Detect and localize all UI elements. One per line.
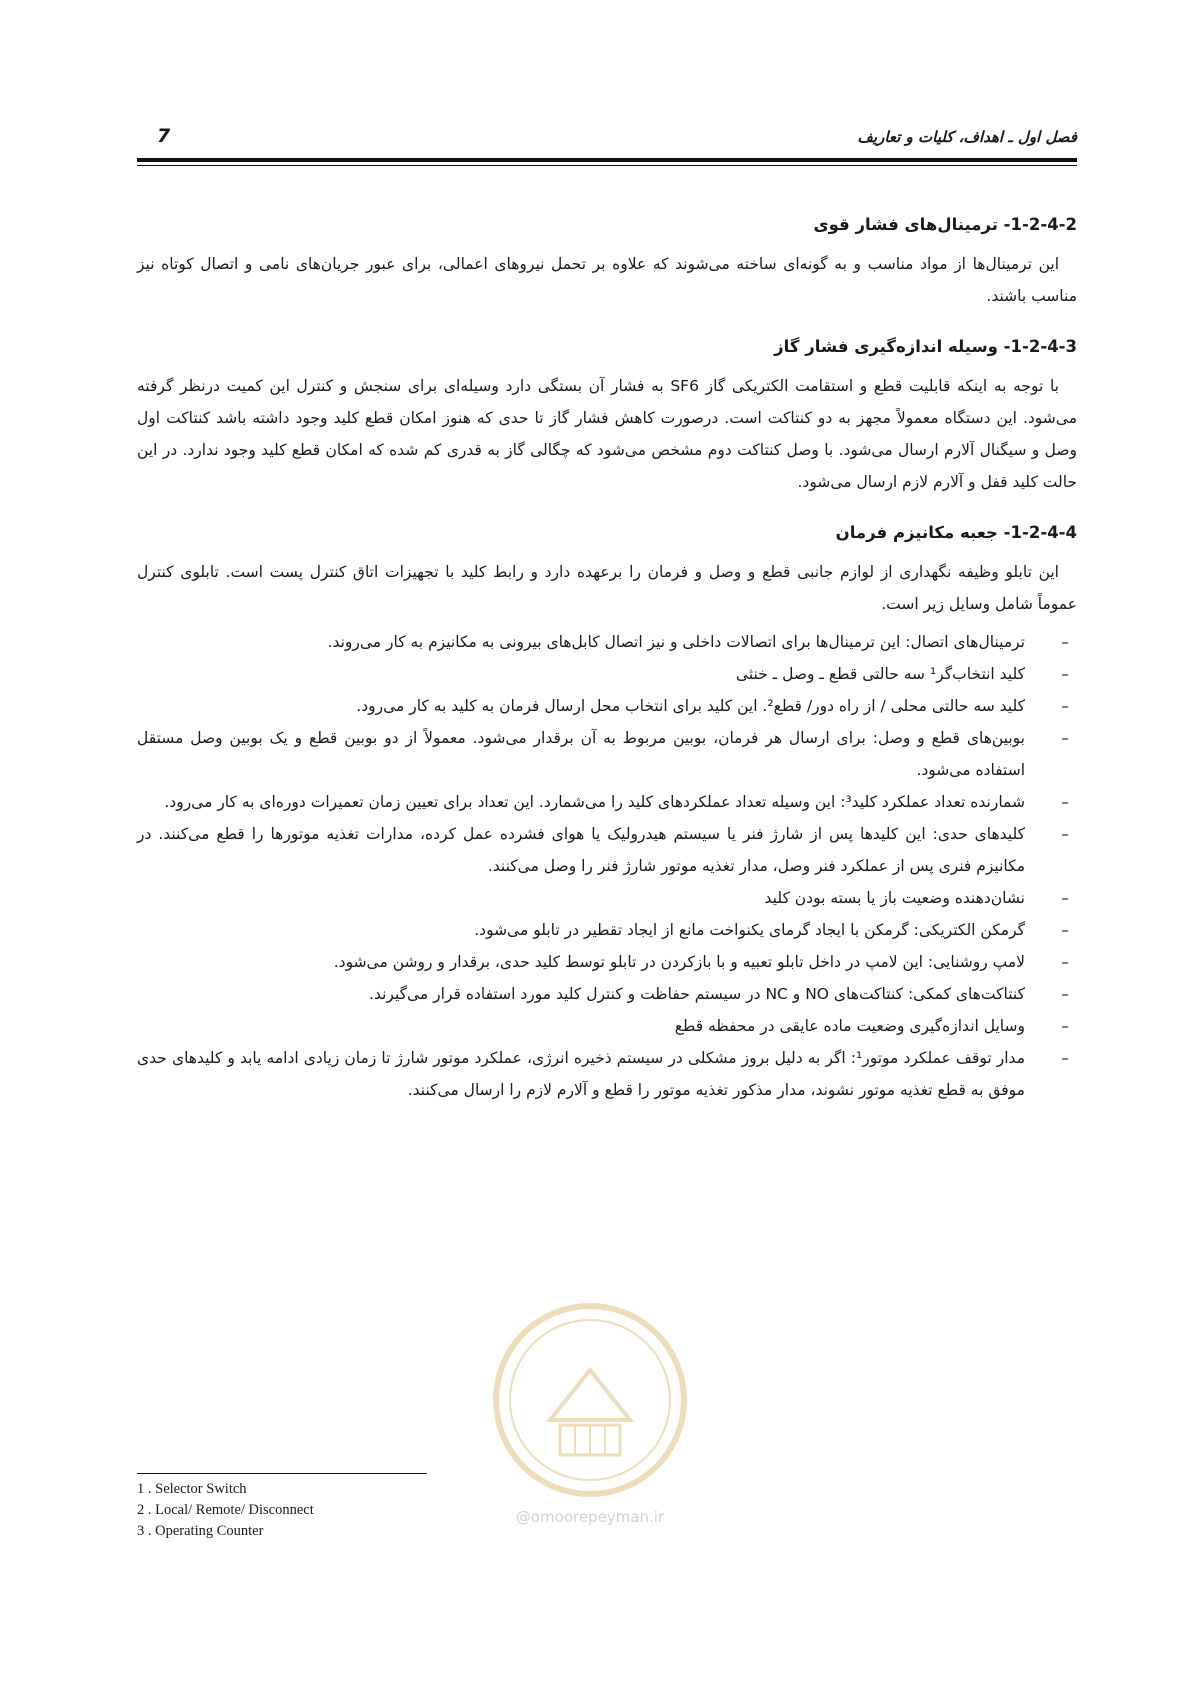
list-dash: – (1061, 985, 1069, 1003)
list-item-text: وسایل اندازه‌گیری وضعیت ماده عایقی در محفظه قطع (674, 1017, 1025, 1035)
section-heading: 1-2-4-2- ترمینال‌های فشار قوی (813, 215, 1077, 234)
list-dash: – (1061, 793, 1069, 811)
list-item-text: کنتاکت‌های کمکی: کنتاکت‌های NO و NC در سیستم حفاظت و کنترل کلید مورد استفاده قرار می‌گیرند. (369, 985, 1025, 1003)
watermark-text: @omoorepeyman.ir (515, 1508, 665, 1526)
section-paragraph: این تابلو وظیفه نگهداری از لوازم جانبی قطع و وصل و فرمان را برعهده دارد و رابط کلید با تجهیزات اتاق کنترل پست است. تابلوی کنترل عموماً شامل وسایل زیر است. (137, 563, 1077, 613)
section-paragraph: این ترمینال‌ها از مواد مناسب و به گونه‌ای ساخته می‌شوند که علاوه بر تحمل نیروهای اعمالی، برای عبور جریان‌های نامی و اتصال کوتاه نیز مناسب باشند. (137, 255, 1077, 305)
watermark (490, 1300, 690, 1550)
list-dash: – (1061, 1049, 1069, 1067)
list-dash: – (1061, 825, 1069, 843)
list-item-text: شمارنده تعداد عملکرد کلید³: این وسیله تعداد عملکردهای کلید را می‌شمارد. این تعداد برای تعیین زمان تعمیرات دوره‌ای به کار می‌رود. (164, 793, 1025, 811)
page-number: 7 (157, 125, 171, 147)
list-dash: – (1061, 665, 1069, 683)
list-dash: – (1061, 633, 1069, 651)
list-item (137, 1042, 1077, 1106)
list-item (137, 946, 1077, 978)
list-item-text: کلید انتخاب‌گر¹ سه حالتی قطع ـ وصل ـ خنثی (735, 665, 1025, 683)
list-item (137, 882, 1077, 914)
bullet-list (137, 626, 1077, 1106)
page-body (137, 210, 1077, 1106)
list-item-text: گرمکن الکتریکی: گرمکن با ایجاد گرمای یکنواخت مانع از ایجاد تقطیر در تابلو می‌شود. (474, 921, 1025, 939)
list-item-text: نشان‌دهنده وضعیت باز یا بسته بودن کلید (764, 889, 1025, 907)
list-item-text: بوبین‌های قطع و وصل: برای ارسال هر فرمان، بوبین مربوط به آن برقدار می‌شود. معمولاً از دو بوبین قطع و یک بوبین وصل مستقل استفاده می‌شود. (137, 729, 1025, 779)
list-item (137, 1010, 1077, 1042)
list-item (137, 914, 1077, 946)
list-item (137, 658, 1077, 690)
watermark-seal-icon (490, 1300, 690, 1500)
footnote: 1 . Selector Switch (137, 1481, 247, 1497)
list-item-text: ترمینال‌های اتصال: این ترمینال‌ها برای اتصالات داخلی و نیز اتصال کابل‌های بیرونی به مکانیزم به کار می‌روند. (327, 633, 1025, 651)
list-item-text: مدار توقف عملکرد موتور¹: اگر به دلیل بروز مشکلی در سیستم ذخیره انرژی، عملکرد موتور شارژ تا زمان زیادی ادامه یابد و کلیدهای حدی موفق به قطع تغذیه موتور نشوند، مدار مذکور تغذیه موتور را قطع و آلارم لازم را ارسال می‌کنند. (137, 1049, 1025, 1099)
page-header (137, 125, 1077, 172)
list-item (137, 690, 1077, 722)
list-item (137, 978, 1077, 1010)
list-item-text: کلید سه حالتی محلی / از راه دور/ قطع². این کلید برای انتخاب محل ارسال فرمان به کلید به کار می‌رود. (356, 697, 1025, 715)
list-item (137, 818, 1077, 882)
footnote: 3 . Operating Counter (137, 1523, 264, 1539)
list-dash: – (1061, 889, 1069, 907)
chapter-title: فصل اول ـ اهداف، کلیات و تعاریف (857, 128, 1077, 146)
list-dash: – (1061, 921, 1069, 939)
list-item-text: کلیدهای حدی: این کلیدها پس از شارژ فنر یا سیستم هیدرولیک یا هوای فشرده عمل کرده، مدارات تغذیه موتورها را قطع می‌کنند. در مکانیزم فنری پس از عملکرد فنر وصل، مدار تغذیه موتور شارژ فنر را وصل می‌کنند. (137, 825, 1025, 875)
section-paragraph: با توجه به اینکه قابلیت قطع و استقامت الکتریکی گاز SF6 به فشار آن بستگی دارد وسیله‌ای برای سنجش و کنترل این کمیت درنظر گرفته می‌شود. این دستگاه معمولاً مجهز به دو کنتاکت است. درصورت کاهش فشار گاز تا حدی که هنوز امکان قطع کلید وجود داشته باشد کنتاکت اول وصل و سیگنال آلارم ارسال می‌شود. با وصل کنتاکت دوم مشخص می‌شود که چگالی گاز به قدری کم شده که امکان قطع کلید وجود ندارد. در این حالت کلید قفل و آلارم لازم ارسال می‌شود. (137, 377, 1077, 491)
section-heading: 1-2-4-4- جعبه مکانیزم فرمان (835, 523, 1077, 542)
list-dash: – (1061, 1017, 1069, 1035)
list-item (137, 626, 1077, 658)
header-rule-thick (137, 158, 1077, 162)
list-dash: – (1061, 953, 1069, 971)
footnote: 2 . Local/ Remote/ Disconnect (137, 1502, 314, 1518)
list-item-text: لامپ روشنایی: این لامپ در داخل تابلو تعبیه و با بازکردن در تابلو توسط کلید حدی، برقدار و روشن می‌شود. (333, 953, 1025, 971)
list-dash: – (1061, 729, 1069, 747)
footnotes (137, 1473, 427, 1542)
list-item (137, 786, 1077, 818)
list-dash: – (1061, 697, 1069, 715)
section-heading: 1-2-4-3- وسیله اندازه‌گیری فشار گاز (774, 337, 1077, 356)
list-item (137, 722, 1077, 786)
footnote-rule (137, 1473, 427, 1474)
header-rule-thin (137, 165, 1077, 166)
